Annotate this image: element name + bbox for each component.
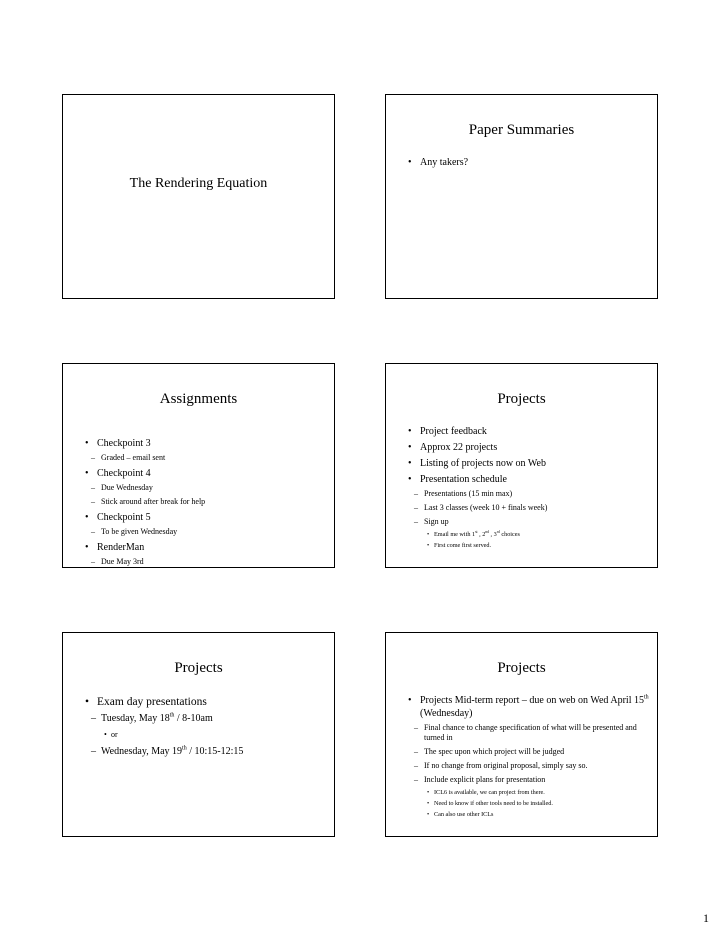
slide-title: Projects bbox=[497, 391, 546, 407]
slide-projects-feedback bbox=[385, 363, 658, 568]
sub-bullet-item: – Include explicit plans for presentation bbox=[406, 775, 651, 785]
bullet-list bbox=[83, 437, 323, 571]
sub-sub-bullet-item: • Can also use other ICLs bbox=[406, 811, 651, 819]
sub-bullet-item: – To be given Wednesday bbox=[83, 527, 323, 537]
sub-sub-bullet-item: • or bbox=[83, 730, 323, 740]
sub-sub-bullet-item: • ICL6 is available, we can project from there. bbox=[406, 789, 651, 797]
sub-bullet-item: – Wednesday, May 19th / 10:15-12:15 bbox=[83, 745, 323, 758]
slide-assignments bbox=[62, 363, 335, 568]
slide-title: Assignments bbox=[159, 391, 238, 407]
sub-bullet-item: – If no change from original proposal, simply say so. bbox=[406, 761, 651, 771]
bullet-item: • Project feedback bbox=[406, 425, 651, 438]
sub-bullet-item: – Due Wednesday bbox=[83, 483, 323, 493]
bullet-item: • Any takers? bbox=[406, 156, 646, 169]
sub-sub-bullet-item: • First come first served. bbox=[406, 542, 651, 550]
bullet-item: • Approx 22 projects bbox=[406, 441, 651, 454]
slide-projects-exam-day bbox=[62, 632, 335, 837]
slide-paper-summaries bbox=[385, 94, 658, 299]
sub-bullet-item: – Presentations (15 min max) bbox=[406, 489, 651, 499]
bullet-list bbox=[406, 156, 646, 172]
sub-bullet-item: – The spec upon which project will be judged bbox=[406, 747, 651, 757]
bullet-item: • Checkpoint 5 bbox=[83, 511, 323, 524]
sub-bullet-item: – Stick around after break for help bbox=[83, 497, 323, 507]
bullet-item: • RenderMan bbox=[83, 541, 323, 554]
slide-projects-midterm bbox=[385, 632, 658, 837]
sub-bullet-item: – Last 3 classes (week 10 + finals week) bbox=[406, 503, 651, 513]
slide-rendering-equation bbox=[62, 94, 335, 299]
bullet-item: • Checkpoint 3 bbox=[83, 437, 323, 450]
sub-sub-bullet-item: • Need to know if other tools need to be installed. bbox=[406, 800, 651, 808]
sub-bullet-item: – Final chance to change specification of what will be presented and turned in bbox=[406, 723, 651, 743]
bullet-list bbox=[83, 695, 323, 763]
bullet-item: • Listing of projects now on Web bbox=[406, 457, 651, 470]
slide-title: Paper Summaries bbox=[468, 122, 575, 138]
sub-bullet-item: – Sign up bbox=[406, 517, 651, 527]
page-number: 1 bbox=[703, 911, 709, 925]
slide-title: Projects bbox=[497, 660, 546, 676]
bullet-list bbox=[406, 425, 651, 553]
bullet-item: • Checkpoint 4 bbox=[83, 467, 323, 480]
slide-title: Projects bbox=[174, 660, 223, 676]
slide-title: The Rendering Equation bbox=[129, 176, 268, 191]
bullet-item: • Exam day presentations bbox=[83, 695, 323, 709]
sub-bullet-item: – Tuesday, May 18th / 8-10am bbox=[83, 712, 323, 725]
sub-bullet-item: – Due May 3rd bbox=[83, 557, 323, 567]
sub-sub-bullet-item: • Email me with 1st , 2nd , 3rd choices bbox=[406, 531, 651, 539]
bullet-item: • Presentation schedule bbox=[406, 473, 651, 486]
sub-bullet-item: – Graded – email sent bbox=[83, 453, 323, 463]
bullet-item: • Projects Mid-term report – due on web on Wed April 15th (Wednesday) bbox=[406, 694, 651, 720]
bullet-list bbox=[406, 694, 651, 822]
